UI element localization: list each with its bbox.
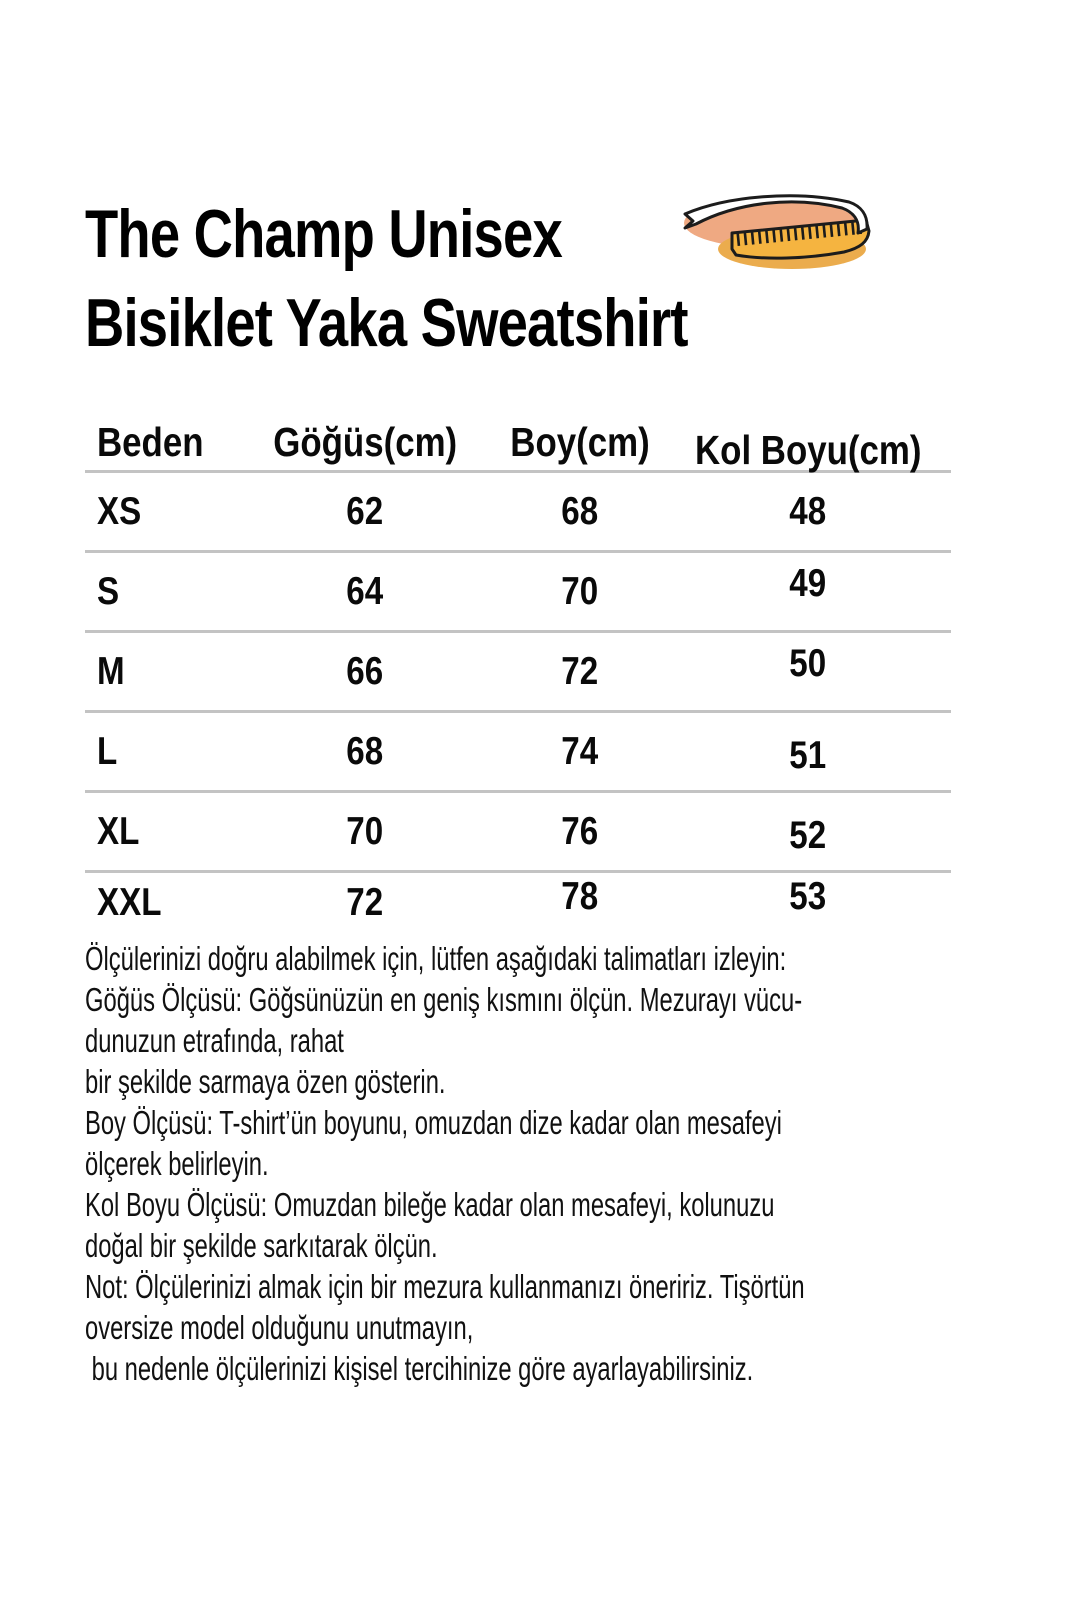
column-header-kol-boyu: Kol Boyu(cm): [694, 426, 922, 473]
instruction-line: oversize model olduğunu unutmayın,: [85, 1309, 474, 1346]
table-row-l: [85, 713, 951, 793]
instruction-line: Göğüs Ölçüsü: Göğsünüzün en geniş kısmını ölçün. Mezurayı vücu-: [85, 981, 803, 1018]
instruction-line: ölçerek belirleyin.: [85, 1145, 269, 1182]
size-label: S: [97, 569, 120, 613]
sleeve-value: 49: [789, 561, 827, 605]
length-value: 72: [561, 649, 599, 693]
table-row-xxl: [85, 873, 951, 933]
column-header-gogus: Göğüs(cm): [273, 418, 457, 465]
size-label: M: [97, 649, 125, 693]
length-value: 74: [561, 729, 599, 773]
column-header-beden: Beden: [97, 418, 204, 465]
size-label: XS: [97, 489, 142, 533]
chest-value: 62: [346, 489, 384, 533]
size-label: XL: [97, 809, 140, 853]
sleeve-value: 50: [789, 641, 827, 685]
chest-value: 72: [346, 881, 384, 924]
size-label: XXL: [97, 881, 162, 924]
product-title-line2: Bisiklet Yaka Sweatshirt: [85, 285, 688, 361]
chest-value: 64: [346, 569, 384, 613]
chest-value: 70: [346, 809, 384, 853]
chest-value: 66: [346, 649, 384, 693]
table-row-m: [85, 633, 951, 713]
chest-value: 68: [346, 729, 384, 773]
sleeve-value: 51: [789, 733, 827, 777]
sleeve-value: 48: [789, 489, 827, 533]
length-value: 68: [561, 489, 599, 533]
instruction-line: bir şekilde sarmaya özen gösterin.: [85, 1063, 446, 1100]
sleeve-value: 52: [789, 813, 827, 857]
instruction-line: Ölçülerinizi doğru alabilmek için, lütfen aşağıdaki talimatları izleyin:: [85, 940, 787, 977]
column-header-boy: Boy(cm): [510, 418, 650, 465]
instruction-line: Not: Ölçülerinizi almak için bir mezura kullanmanızı öneririz. Tişörtün: [85, 1268, 805, 1305]
size-table: [85, 414, 951, 933]
length-value: 76: [561, 809, 599, 853]
size-label: L: [97, 729, 118, 773]
instruction-line: dunuzun etrafında, rahat: [85, 1022, 344, 1059]
product-title-line1: The Champ Unisex: [85, 196, 562, 272]
length-value: 78: [561, 875, 599, 918]
instruction-line: Boy Ölçüsü: T-shirt’ün boyunu, omuzdan dize kadar olan mesafeyi: [85, 1104, 782, 1141]
table-row-xs: [85, 473, 951, 553]
instruction-line: bu nedenle ölçülerinizi kişisel tercihinize göre ayarlayabilirsiniz.: [85, 1350, 754, 1387]
instruction-line: doğal bir şekilde sarkıtarak ölçün.: [85, 1227, 438, 1264]
table-row-s: [85, 553, 951, 633]
product-title: [85, 190, 1045, 368]
table-row-xl: [85, 793, 951, 873]
size-table-header-row: [85, 414, 951, 473]
length-value: 70: [561, 569, 599, 613]
measuring-tape-icon: [672, 186, 872, 280]
instruction-line: Kol Boyu Ölçüsü: Omuzdan bileğe kadar olan mesafeyi, kolunuzu: [85, 1186, 775, 1223]
sleeve-value: 53: [789, 875, 827, 918]
measurement-instructions: [85, 938, 1007, 1389]
